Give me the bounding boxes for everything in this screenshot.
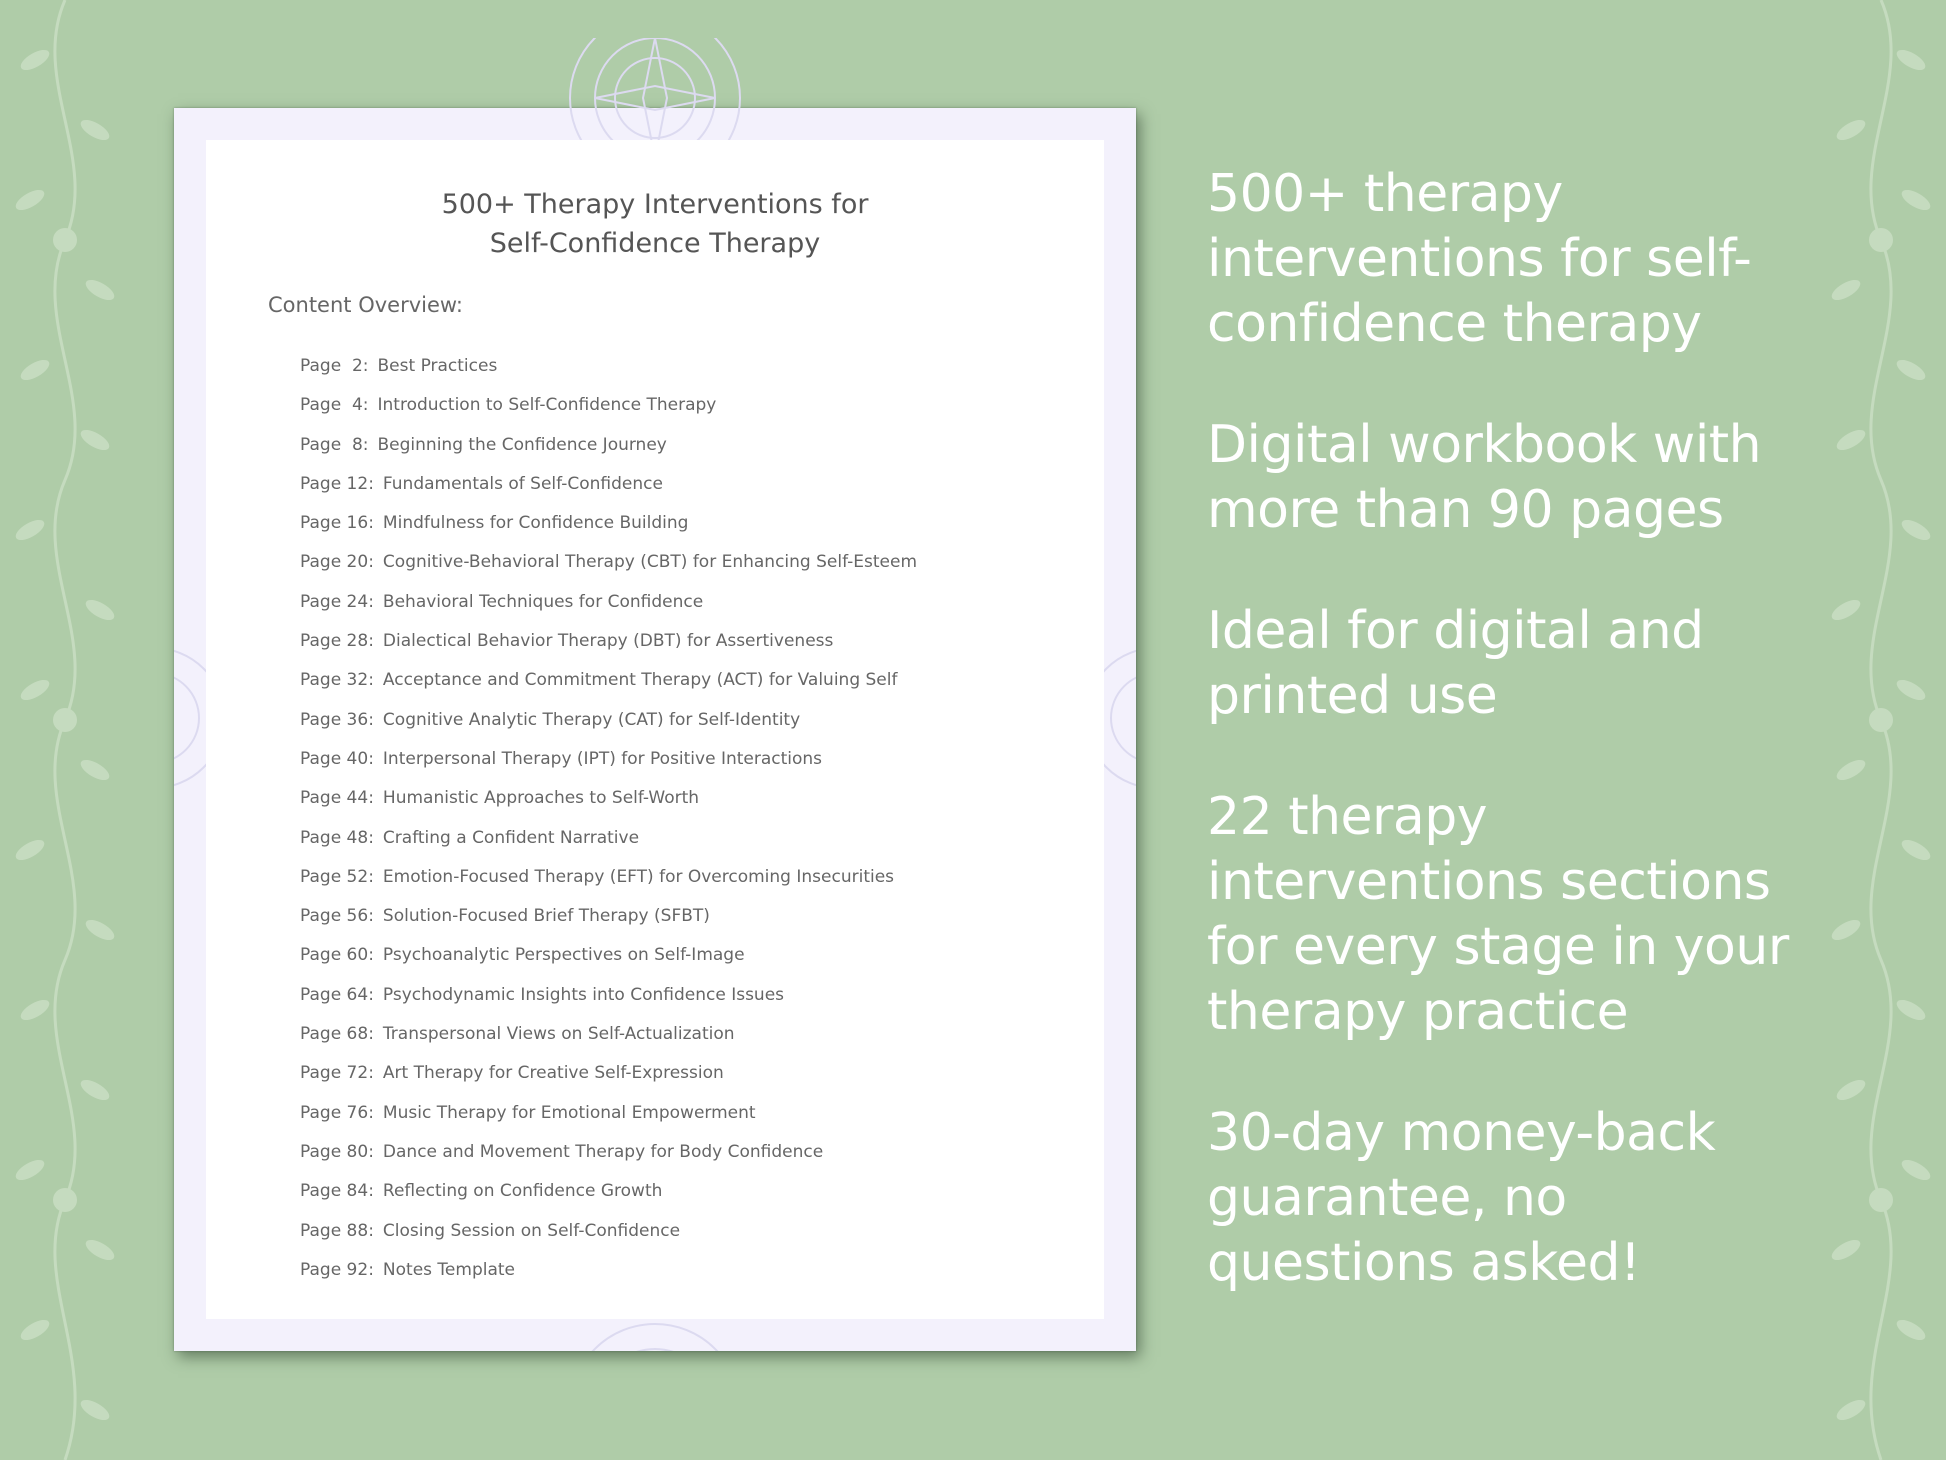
toc-item	[300, 543, 917, 582]
feature-line: 22 therapy	[1207, 787, 1488, 847]
feature-text	[1207, 785, 1907, 1045]
toc-page-number: Page 84:	[300, 1181, 374, 1202]
toc-title: Cognitive-Behavioral Therapy (CBT) for Enhancing Self-Esteem	[382, 552, 918, 573]
toc-page-number: Page 32:	[300, 670, 374, 691]
mandala-left-icon	[174, 608, 206, 828]
document-title	[206, 185, 1104, 263]
toc-title: Psychodynamic Insights into Confidence Issues	[382, 984, 785, 1005]
toc-title: Emotion-Focused Therapy (EFT) for Overcoming Insecurities	[382, 866, 895, 887]
toc-title: Solution-Focused Brief Therapy (SFBT)	[382, 906, 710, 927]
feature-line: Ideal for digital and	[1207, 601, 1704, 661]
toc-page-number: Page 20:	[300, 552, 374, 573]
document-content	[206, 140, 1104, 1319]
toc-title: Cognitive Analytic Therapy (CAT) for Self-Identity	[382, 709, 801, 730]
toc-item	[300, 583, 917, 622]
toc-item	[300, 661, 917, 700]
toc-title: Mindfulness for Confidence Building	[382, 513, 689, 534]
feature-line: interventions for self-	[1207, 229, 1752, 289]
toc-item	[300, 701, 917, 740]
toc-page-number: Page 56:	[300, 906, 374, 927]
toc-item	[300, 426, 917, 465]
table-of-contents	[300, 347, 917, 1290]
toc-title: Dialectical Behavior Therapy (DBT) for Assertiveness	[382, 631, 834, 652]
feature-line: guarantee, no	[1207, 1168, 1567, 1228]
toc-page-number: Page 2:	[300, 356, 369, 376]
toc-page-number: Page 40:	[300, 748, 374, 769]
toc-title: Dance and Movement Therapy for Body Confidence	[382, 1141, 824, 1162]
toc-item	[300, 1094, 917, 1133]
toc-item	[300, 465, 917, 504]
toc-page-number: Page 16:	[300, 513, 374, 534]
toc-title: Introduction to Self-Confidence Therapy	[377, 395, 717, 416]
toc-page-number: Page 76:	[300, 1102, 374, 1123]
feature-text	[1207, 413, 1907, 543]
toc-page-number: Page 64:	[300, 984, 374, 1005]
feature-line: therapy practice	[1207, 982, 1629, 1042]
toc-title: Reflecting on Confidence Growth	[382, 1181, 663, 1202]
toc-title: Crafting a Confident Narrative	[382, 827, 640, 848]
toc-title: Closing Session on Self-Confidence	[382, 1220, 681, 1241]
toc-title: Beginning the Confidence Journey	[377, 434, 667, 455]
toc-title: Psychoanalytic Perspectives on Self-Image	[382, 945, 745, 966]
toc-item	[300, 1212, 917, 1251]
feature-list	[1207, 162, 1907, 1352]
toc-page-number: Page 12:	[300, 473, 374, 494]
feature-line: questions asked!	[1207, 1233, 1641, 1293]
document-title-line: 500+ Therapy Interventions for	[441, 189, 869, 220]
toc-page-number: Page 4:	[300, 395, 369, 416]
toc-page-number: Page 72:	[300, 1063, 374, 1084]
toc-title: Acceptance and Commitment Therapy (ACT) for Valuing Self	[382, 670, 898, 691]
document-title-line: Self-Confidence Therapy	[489, 228, 821, 259]
toc-title: Notes Template	[382, 1259, 515, 1280]
toc-item	[300, 858, 917, 897]
toc-title: Music Therapy for Emotional Empowerment	[382, 1102, 756, 1123]
feature-text	[1207, 1101, 1907, 1296]
mandala-right-icon	[1104, 608, 1136, 828]
toc-item	[300, 779, 917, 818]
toc-page-number: Page 36:	[300, 709, 374, 730]
toc-item	[300, 622, 917, 661]
toc-page-number: Page 44:	[300, 788, 374, 809]
feature-line: more than 90 pages	[1207, 480, 1724, 540]
toc-item	[300, 897, 917, 936]
toc-title: Fundamentals of Self-Confidence	[382, 473, 663, 494]
feature-text	[1207, 599, 1907, 729]
feature-line: 30-day money-back	[1207, 1103, 1716, 1163]
toc-page-number: Page 28:	[300, 631, 374, 652]
feature-line: 500+ therapy	[1207, 164, 1563, 224]
feature-text	[1207, 162, 1907, 357]
toc-page-number: Page 60:	[300, 945, 374, 966]
toc-title: Best Practices	[377, 356, 498, 376]
toc-item	[300, 740, 917, 779]
toc-item	[300, 504, 917, 543]
toc-title: Humanistic Approaches to Self-Worth	[382, 788, 700, 809]
toc-item	[300, 976, 917, 1015]
toc-item	[300, 936, 917, 975]
toc-page-number: Page 24:	[300, 591, 374, 612]
toc-item	[300, 819, 917, 858]
toc-title: Behavioral Techniques for Confidence	[382, 591, 704, 612]
toc-item	[300, 1015, 917, 1054]
feature-line: printed use	[1207, 666, 1498, 726]
mandala-top-icon	[505, 38, 805, 140]
toc-page-number: Page 88:	[300, 1220, 374, 1241]
content-overview-label: Content Overview:	[268, 293, 463, 317]
toc-item	[300, 1133, 917, 1172]
feature-line: interventions sections	[1207, 852, 1771, 912]
toc-title: Interpersonal Therapy (IPT) for Positive Interactions	[382, 748, 823, 769]
document-page	[174, 108, 1136, 1351]
toc-item	[300, 386, 917, 425]
toc-page-number: Page 92:	[300, 1259, 374, 1280]
toc-item	[300, 1054, 917, 1093]
toc-title: Transpersonal Views on Self-Actualization	[382, 1024, 735, 1045]
toc-item	[300, 1251, 917, 1290]
feature-line: confidence therapy	[1207, 294, 1702, 354]
toc-page-number: Page 8:	[300, 434, 369, 455]
floral-vine-left-icon	[0, 0, 130, 1460]
toc-item	[300, 347, 917, 386]
toc-page-number: Page 48:	[300, 827, 374, 848]
feature-line: for every stage in your	[1207, 917, 1789, 977]
toc-page-number: Page 52:	[300, 866, 374, 887]
toc-title: Art Therapy for Creative Self-Expression	[382, 1063, 724, 1084]
toc-item	[300, 1172, 917, 1211]
toc-page-number: Page 80:	[300, 1141, 374, 1162]
mandala-bottom-icon	[505, 1319, 805, 1351]
feature-line: Digital workbook with	[1207, 415, 1762, 475]
toc-page-number: Page 68:	[300, 1024, 374, 1045]
